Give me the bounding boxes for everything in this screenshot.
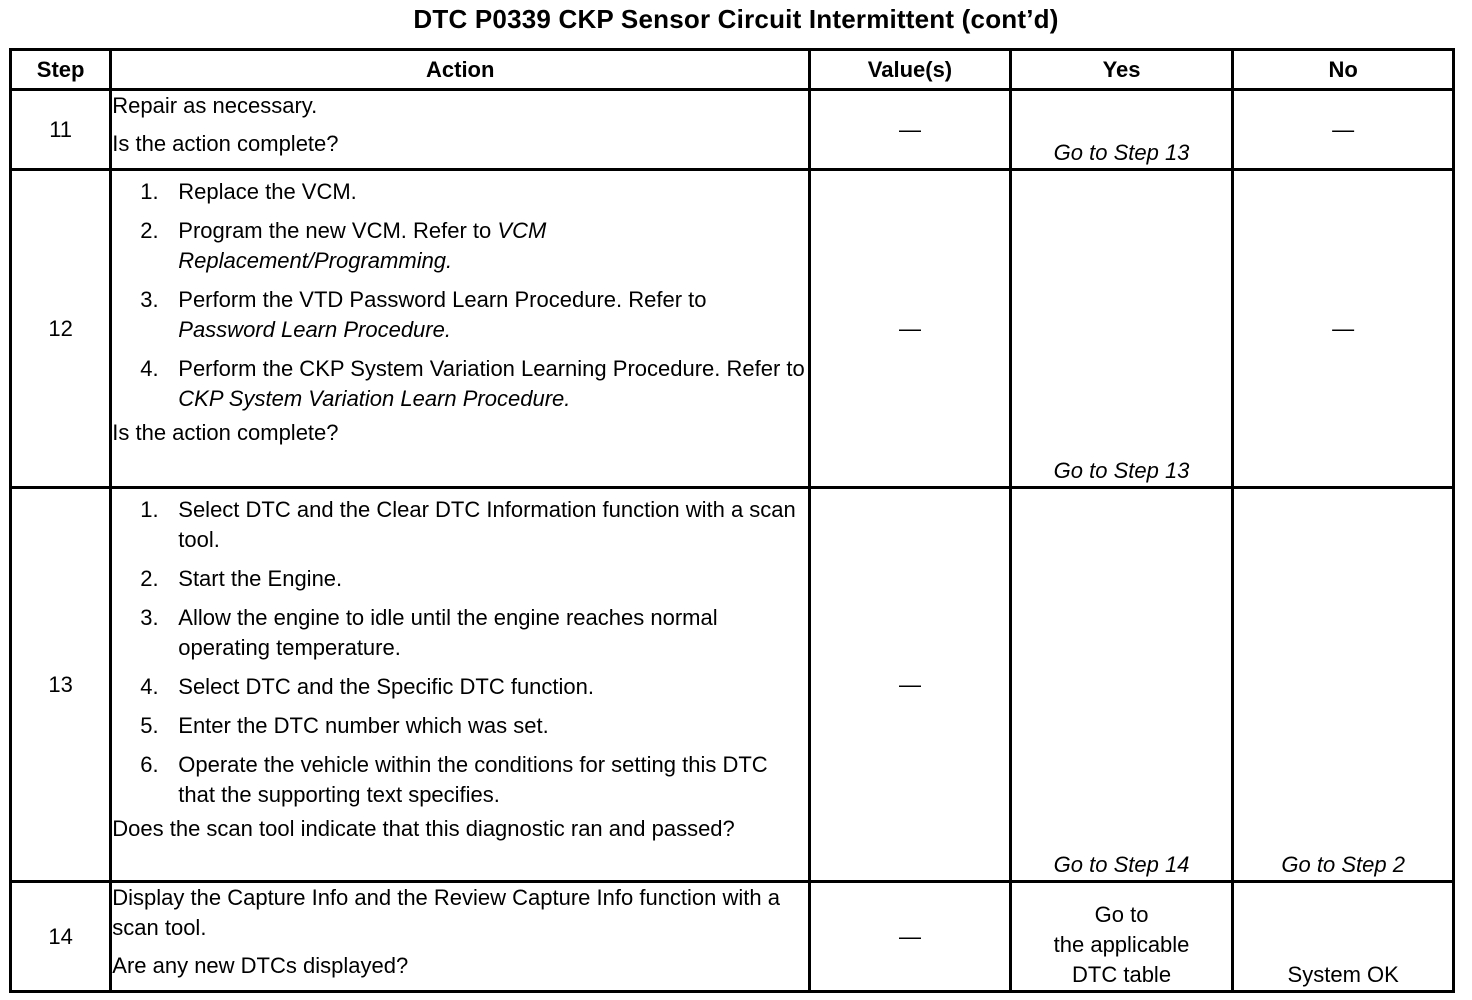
action-question: Is the action complete? [112, 420, 339, 445]
action-cell [111, 170, 810, 488]
action-cell [111, 882, 810, 992]
step-number: 14 [11, 882, 111, 992]
header-row [11, 50, 1454, 90]
no-cell: — [1233, 170, 1454, 488]
yes-line: DTC table [1072, 962, 1172, 987]
action-question: Are any new DTCs displayed? [112, 953, 409, 978]
list-item [112, 750, 808, 810]
item-number: 3. [140, 605, 159, 630]
yes-goto-step-14[interactable]: Go to Step 14 [1010, 488, 1233, 882]
no-goto-step-2[interactable]: Go to Step 2 [1233, 488, 1454, 882]
action-steps-list [112, 177, 808, 414]
item-number: 2. [140, 566, 159, 591]
value-cell: — [810, 90, 1011, 170]
yes-goto-step-13[interactable]: Go to Step 13 [1010, 170, 1233, 488]
page-title: DTC P0339 CKP Sensor Circuit Intermittent (cont’d) [413, 4, 1059, 34]
action-cell [111, 90, 810, 170]
item-text: Start the Engine. [178, 566, 343, 591]
header-values: Value(s) [810, 50, 1011, 90]
item-text: Program the new VCM. Refer to [178, 218, 498, 243]
table-row-step-14 [11, 882, 1454, 992]
action-question: Does the scan tool indicate that this diagnostic ran and passed? [112, 816, 735, 841]
header-action: Action [111, 50, 810, 90]
list-item [112, 711, 808, 741]
list-item [112, 564, 808, 594]
table-row-step-13 [11, 488, 1454, 882]
item-text: Perform the CKP System Variation Learning Procedure. Refer to [178, 356, 805, 381]
list-item [112, 216, 808, 276]
yes-line: Go to [1094, 902, 1149, 927]
item-text: Enter the DTC number which was set. [178, 713, 549, 738]
list-item [112, 603, 808, 663]
step-number: 12 [11, 170, 111, 488]
reference-link[interactable]: Password Learn Procedure. [178, 317, 451, 342]
no-system-ok: System OK [1233, 882, 1454, 992]
value-cell: — [810, 170, 1011, 488]
step-number: 11 [11, 90, 111, 170]
item-text: Operate the vehicle within the conditions for setting this DTC that the supporting text specifies. [178, 752, 768, 807]
item-number: 3. [140, 287, 159, 312]
list-item [112, 354, 808, 414]
item-text: Replace the VCM. [178, 179, 357, 204]
item-text: Select DTC and the Clear DTC Information function with a scan tool. [178, 497, 796, 552]
item-number: 4. [140, 356, 159, 381]
item-text: Allow the engine to idle until the engine reaches normal operating temperature. [178, 605, 718, 660]
table-row-step-12 [11, 170, 1454, 488]
header-step: Step [11, 50, 111, 90]
reference-link[interactable]: CKP System Variation Learn Procedure. [178, 386, 571, 411]
diagnostic-table [9, 48, 1455, 993]
action-text: Repair as necessary. [112, 93, 318, 118]
item-number: 1. [140, 179, 159, 204]
yes-line: the applicable [1053, 932, 1190, 957]
action-question: Is the action complete? [112, 131, 339, 156]
list-item [112, 177, 808, 207]
action-text: Display the Capture Info and the Review Capture Info function with a scan tool. [112, 885, 780, 940]
item-number: 6. [140, 752, 159, 777]
value-cell: — [810, 882, 1011, 992]
reference-link[interactable]: VCM Replacement/Programming. [178, 218, 547, 273]
item-number: 1. [140, 497, 159, 522]
item-number: 5. [140, 713, 159, 738]
step-number: 13 [11, 488, 111, 882]
list-item [112, 672, 808, 702]
item-text: Perform the VTD Password Learn Procedure. Refer to [178, 287, 707, 312]
header-yes: Yes [1010, 50, 1233, 90]
no-cell: — [1233, 90, 1454, 170]
action-steps-list [112, 495, 808, 810]
item-number: 2. [140, 218, 159, 243]
header-no: No [1233, 50, 1454, 90]
table-row-step-11 [11, 90, 1454, 170]
yes-goto-dtc-table[interactable] [1010, 882, 1233, 992]
value-cell: — [810, 488, 1011, 882]
list-item [112, 495, 808, 555]
item-number: 4. [140, 674, 159, 699]
item-text: Select DTC and the Specific DTC function. [178, 674, 594, 699]
action-cell [111, 488, 810, 882]
list-item [112, 285, 808, 345]
yes-goto-step-13[interactable]: Go to Step 13 [1010, 90, 1233, 170]
